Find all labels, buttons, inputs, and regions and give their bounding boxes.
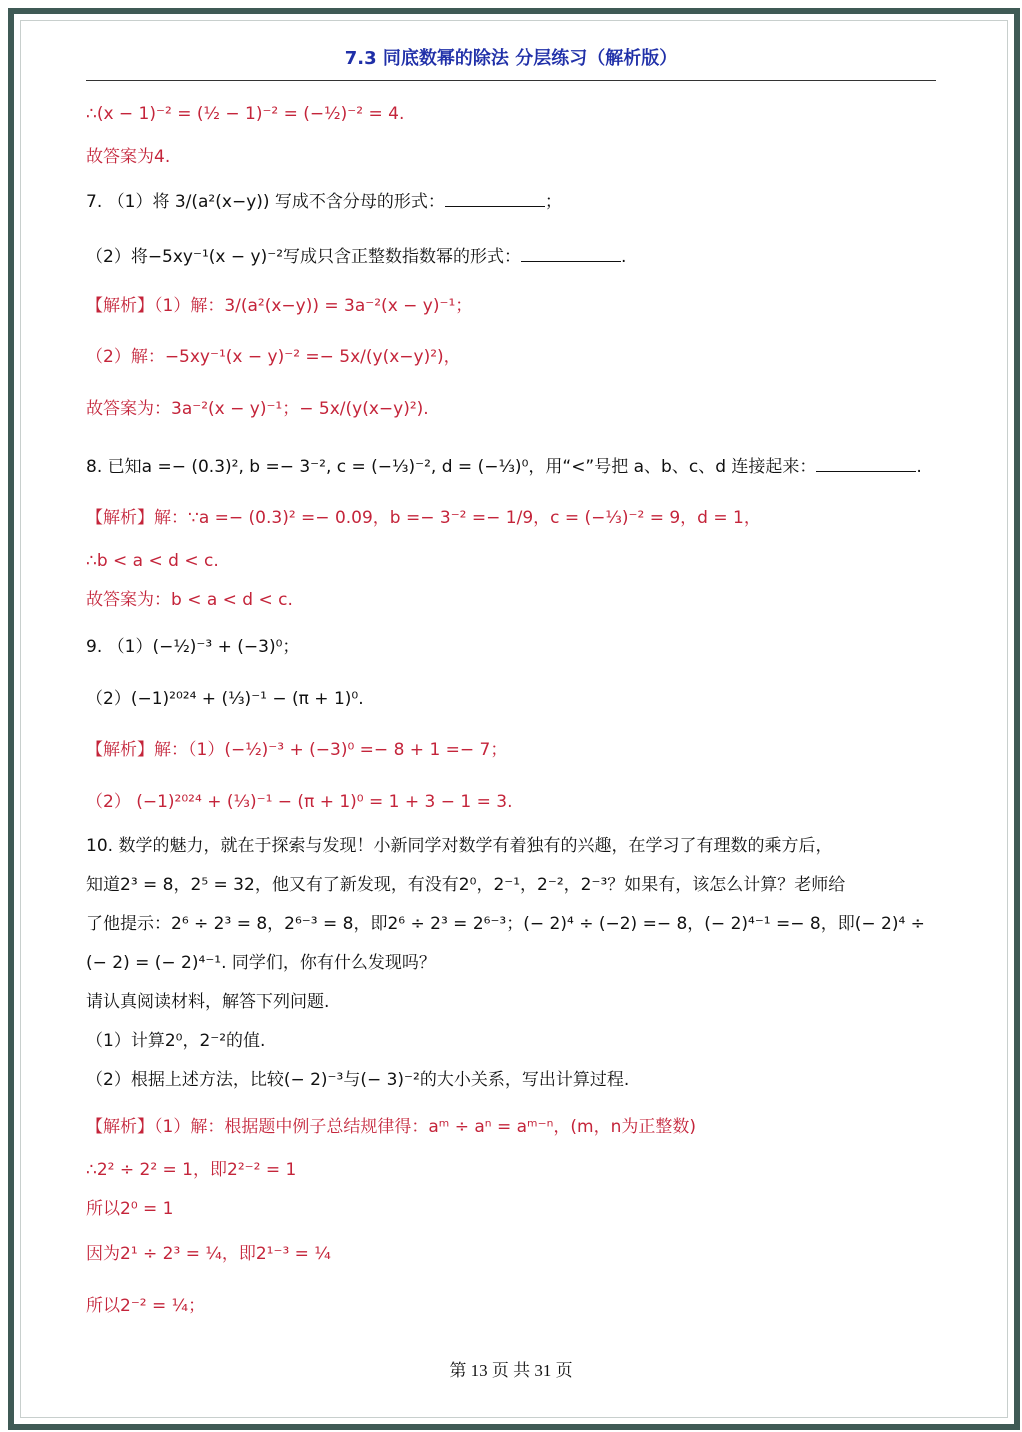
text-line: 【解析】解：∵a =− (0.3)² =− 0.09，b =− 3⁻² =− 1/9，c = (−⅓)⁻² = 9，d = 1， <box>86 508 761 528</box>
question-8: 8. 已知a =− (0.3)², b =− 3⁻², c = (−⅓)⁻², d = (−⅓)⁰，用“<”号把 a、b、c、d 连接起来： . <box>86 457 922 477</box>
text-line: （2）(−1)²⁰²⁴ + (⅓)⁻¹ − (π + 1)⁰. <box>86 689 364 709</box>
question-7-part1: 7. （1）将 3/(a²(x−y)) 写成不含分母的形式： ； <box>86 192 562 212</box>
question-text: 7. （1）将 3/(a²(x−y)) 写成不含分母的形式： <box>86 192 445 212</box>
text-line: 了他提示：2⁶ ÷ 2³ = 8，2⁶⁻³ = 8，即2⁶ ÷ 2³ = 2⁶⁻³；(− 2)⁴ ÷ (−2) =− 8，(− 2)⁴⁻¹ =− 8，即(− 2)⁴ ÷ <box>86 914 925 934</box>
text-line: 请认真阅读材料，解答下列问题. <box>86 992 330 1012</box>
text-line: 9. （1）(−½)⁻³ + (−3)⁰； <box>86 637 300 657</box>
text-line: （2）解：−5xy⁻¹(x − y)⁻² =− 5x/(y(x−y)²)， <box>86 347 461 367</box>
answer-blank <box>445 190 545 207</box>
question-7-part2: （2）将−5xy⁻¹(x − y)⁻²写成只含正整数指数幂的形式： . <box>86 247 627 267</box>
answer-blank <box>816 455 916 472</box>
page-number: 第 13 页 共 31 页 <box>449 1361 573 1380</box>
text-line: （2） (−1)²⁰²⁴ + (⅓)⁻¹ − (π + 1)⁰ = 1 + 3 − 1 = 3. <box>86 792 513 812</box>
text-line: （2）根据上述方法，比较(− 2)⁻³与(− 3)⁻²的大小关系，写出计算过程. <box>86 1070 630 1090</box>
text-line: 【解析】（1）解：3/(a²(x−y)) = 3a⁻²(x − y)⁻¹； <box>86 296 473 316</box>
text-line: 所以2⁰ = 1 <box>86 1199 174 1219</box>
text-line: 知道2³ = 8，2⁵ = 32，他又有了新发现，有没有2⁰，2⁻¹，2⁻²，2⁻³？如果有，该怎么计算？老师给 <box>86 875 846 895</box>
text-line: (− 2) = (− 2)⁴⁻¹. 同学们，你有什么发现吗？ <box>86 953 436 973</box>
answer-blank <box>521 245 621 262</box>
text-line: （1）计算2⁰，2⁻²的值. <box>86 1031 266 1051</box>
text-line: 故答案为4. <box>86 147 171 167</box>
text-line: 因为2¹ ÷ 2³ = ¼，即2¹⁻³ = ¼ <box>86 1244 331 1264</box>
text-line: 所以2⁻² = ¼； <box>86 1296 206 1316</box>
text-line: 故答案为：3a⁻²(x − y)⁻¹；− 5x/(y(x−y)²). <box>86 399 429 419</box>
text-line: ∴(x − 1)⁻² = (½ − 1)⁻² = (−½)⁻² = 4. <box>86 104 405 124</box>
text-line: ∴b < a < d < c. <box>86 551 219 571</box>
question-text: （2）将−5xy⁻¹(x − y)⁻²写成只含正整数指数幂的形式： <box>86 247 522 267</box>
text-line: 故答案为：b < a < d < c. <box>86 590 293 610</box>
header-divider <box>86 80 936 81</box>
text-line: 10. 数学的魅力，就在于探索与发现！小新同学对数学有着独有的兴趣，在学习了有理数的乘方后， <box>86 836 833 856</box>
question-text: 8. 已知a =− (0.3)², b =− 3⁻², c = (−⅓)⁻², d = (−⅓)⁰，用“<”号把 a、b、c、d 连接起来： <box>86 457 817 477</box>
text-line: 【解析】解：（1）(−½)⁻³ + (−3)⁰ =− 8 + 1 =− 7； <box>86 740 508 760</box>
text-line: ∴2² ÷ 2² = 1，即2²⁻² = 1 <box>86 1160 297 1180</box>
text-line: 【解析】（1）解：根据题中例子总结规律得：aᵐ ÷ aⁿ = aᵐ⁻ⁿ，(m，n为正整数) <box>86 1117 696 1137</box>
page-title: 7.3 同底数幂的除法 分层练习（解析版） <box>344 48 678 69</box>
